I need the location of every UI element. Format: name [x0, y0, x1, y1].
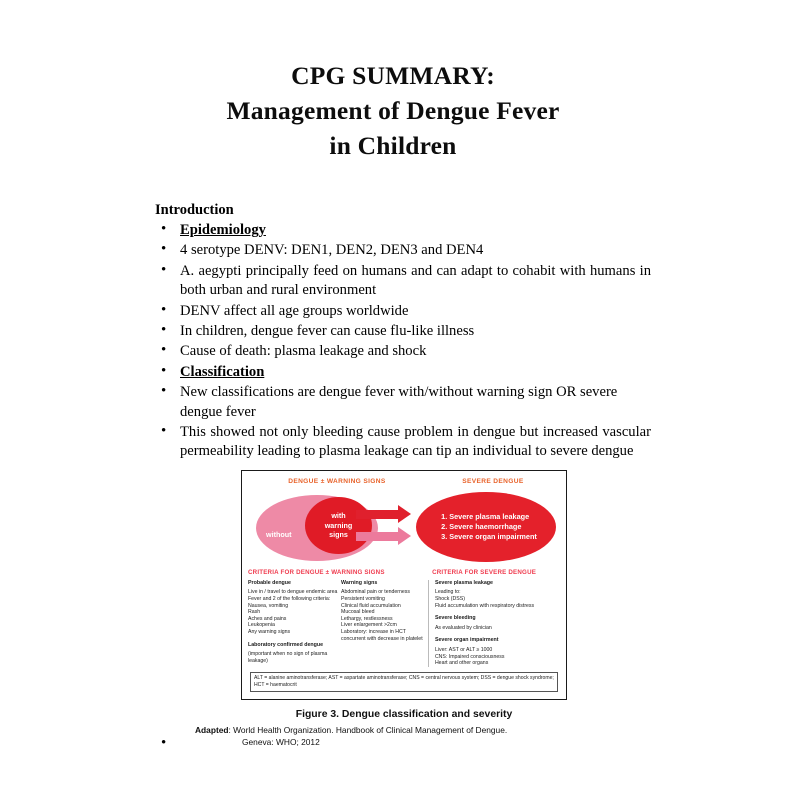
criteria-title-severe-dengue: CRITERIA FOR SEVERE DENGUE: [432, 568, 537, 576]
severe-item-1: 1. Severe plasma leakage: [441, 511, 530, 521]
bullet-text: DENV affect all age groups worldwide: [180, 302, 409, 319]
column-warning-signs: [341, 580, 428, 667]
list-item: [155, 221, 653, 240]
list-item: [155, 736, 653, 750]
bullet-text-epidemiology: Epidemiology: [180, 222, 266, 238]
criteria-line: Leukopenia: [248, 622, 275, 629]
list-item: [155, 342, 653, 361]
introduction-bullet-list: [155, 221, 653, 462]
attribution-label: Adapted: [195, 725, 229, 735]
criteria-line: Liver: AST or ALT ≥ 1000: [434, 647, 493, 654]
figure-header-dengue-warning-signs: DENGUE ± WARNING SIGNS: [288, 477, 386, 485]
title-line-1: CPG SUMMARY:: [291, 61, 495, 90]
abbreviation-line-2: HCT = haematocrit: [254, 681, 297, 688]
subheading-severe-plasma-leakage: Severe plasma leakage: [434, 579, 493, 586]
criteria-line: Liver enlargement >2cm: [341, 622, 397, 629]
criteria-line: Aches and pains: [248, 615, 287, 622]
label-with: with: [331, 511, 346, 521]
list-item: [155, 302, 653, 321]
criteria-title-dengue-warning: CRITERIA FOR DENGUE ± WARNING SIGNS: [248, 568, 385, 576]
dengue-classification-figure: [241, 470, 567, 700]
criteria-line: leakage): [248, 657, 268, 664]
criteria-line: Fever and 2 of the following criteria:: [248, 596, 331, 603]
list-item: [155, 322, 653, 341]
bullet-text: Cause of death: plasma leakage and shock: [180, 343, 427, 360]
figure-header-row: [248, 475, 560, 487]
list-item: [155, 363, 653, 382]
column-probable-dengue: [248, 580, 341, 667]
ellipse-with-warning-signs: [305, 497, 372, 554]
section-heading-introduction: Introduction: [155, 202, 234, 218]
criteria-line: Laboratory: increase in HCT: [341, 629, 406, 636]
criteria-line: Mucosal bleed: [341, 609, 375, 616]
attribution-line-2: Geneva: WHO; 2012: [242, 736, 320, 747]
bullet-text: New classifications are dengue fever with/without warning sign OR severe dengue fever: [180, 384, 618, 420]
list-item: [155, 262, 653, 301]
title-line-3: in Children: [329, 131, 457, 160]
bullet-text: 4 serotype DENV: DEN1, DEN2, DEN3 and DEN4: [180, 242, 484, 259]
figure-caption: Figure 3. Dengue classification and severity: [295, 709, 513, 720]
subheading-severe-bleeding: Severe bleeding: [434, 615, 476, 622]
criteria-line: As evaluated by clinician: [434, 624, 492, 631]
attribution-line-1: : World Health Organization. Handbook of Clinical Management of Dengue.: [228, 725, 508, 735]
criteria-line: Any warning signs: [248, 629, 291, 636]
dengue-venn-diagram: [248, 488, 560, 566]
criteria-columns: [248, 580, 560, 667]
bullet-text: In children, dengue fever can cause flu-like illness: [180, 323, 475, 340]
criteria-line: Shock (DSS): [434, 596, 465, 603]
criteria-line: Clinical fluid accumulation: [341, 602, 401, 609]
bullet-text-classification: Classification: [180, 363, 265, 380]
subheading-severe-organ-impairment: Severe organ impairment: [434, 637, 499, 644]
label-signs: signs: [329, 530, 348, 540]
list-item: [155, 383, 653, 422]
criteria-line: Fluid accumulation with respiratory distress: [434, 602, 535, 609]
severe-item-3: 3. Severe organ impairment: [441, 531, 537, 541]
criteria-line: Abdominal pain or tenderness: [341, 589, 410, 596]
list-item: [155, 241, 653, 260]
criteria-line: Lethargy, restlessness: [341, 615, 393, 622]
criteria-line: CNS: Impaired consciousness: [434, 653, 505, 660]
criteria-line: (important when no sign of plasma: [248, 651, 328, 658]
column-severe-dengue-criteria: [429, 580, 560, 667]
figure-header-severe-dengue: SEVERE DENGUE: [462, 477, 524, 485]
criteria-line: concurrent with decrease in platelet: [341, 635, 423, 642]
abbreviations-box: [250, 672, 558, 692]
trailing-bullet-list: [155, 736, 653, 750]
subheading-warning-signs: Warning signs: [341, 579, 378, 586]
criteria-header-row: [248, 569, 560, 576]
body-content: [0, 163, 786, 750]
criteria-line: Leading to:: [434, 589, 461, 596]
abbreviation-line-1: ALT = alanine aminotransferase; AST = aspartate aminotransferase; CNS = central nervous system; DSS = dengue shock syndrome;: [254, 675, 554, 682]
ellipse-severe-dengue: [416, 492, 556, 562]
label-warning: warning: [324, 520, 353, 530]
figure-container: [155, 470, 653, 700]
bullet-text: A. aegypti principally feed on humans and can adapt to cohabit with humans in both urban and rural environment: [180, 262, 651, 299]
criteria-line: Persistent vomiting: [341, 596, 385, 603]
subheading-laboratory-confirmed: Laboratory confirmed dengue: [248, 641, 324, 648]
subheading-probable-dengue: Probable dengue: [248, 579, 291, 586]
label-without: without: [266, 529, 292, 539]
criteria-line: Nausea, vomiting: [248, 602, 289, 609]
document-title: [0, 0, 786, 163]
bullet-text: This showed not only bleeding cause problem in dengue but increased vascular permeability leading to plasma leakage can tip an individual to severe dengue: [180, 424, 651, 460]
criteria-line: Heart and other organs: [434, 660, 489, 667]
list-item: [155, 423, 653, 462]
severe-item-2: 2. Severe haemorrhage: [441, 521, 522, 531]
title-line-2: Management of Dengue Fever: [226, 96, 560, 125]
criteria-line: Rash: [248, 609, 261, 616]
criteria-line: Live in / travel to dengue endemic area: [248, 589, 338, 596]
